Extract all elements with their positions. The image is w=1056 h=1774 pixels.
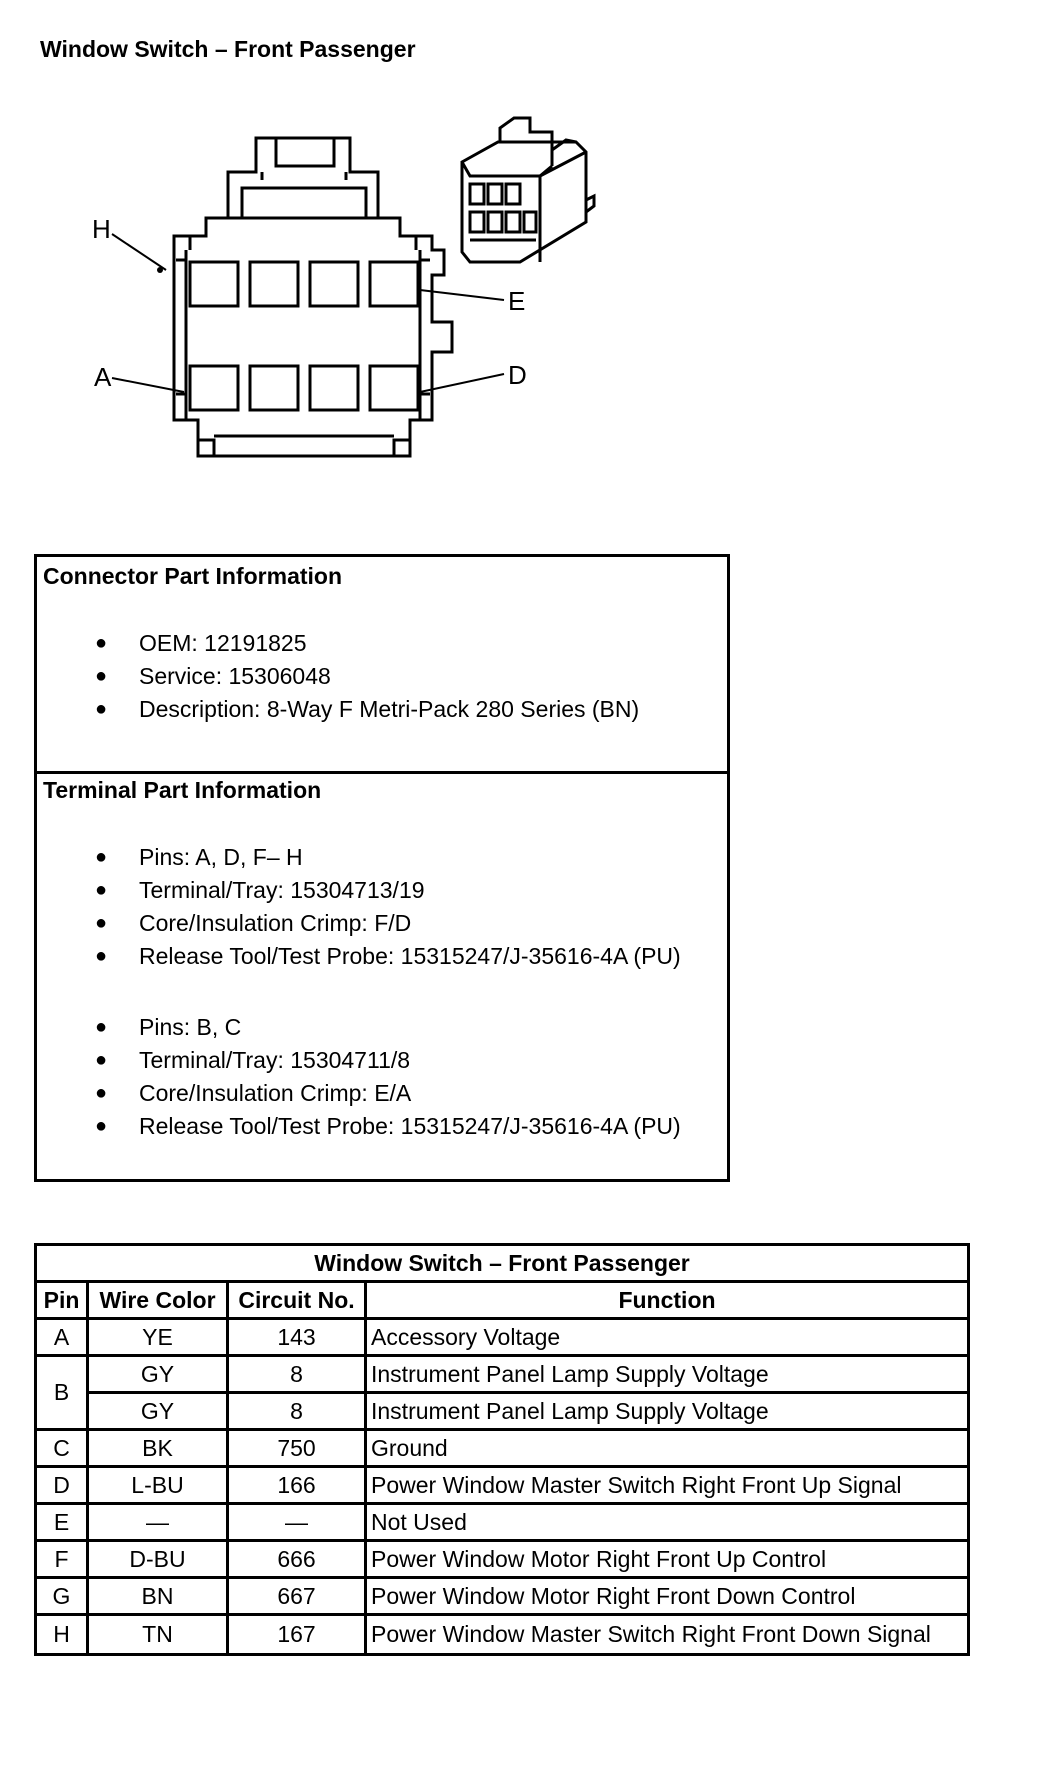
list-item: ● Terminal/Tray: 15304713/19: [95, 877, 425, 903]
callout-d: D: [508, 360, 527, 390]
cavity-a: [190, 366, 238, 410]
terminal-info-list-1: [37, 841, 681, 973]
callout-e: E: [508, 286, 526, 316]
cavity-e: [370, 262, 418, 306]
header-circuit-no: Circuit No.: [229, 1283, 367, 1320]
callout-line-h: [112, 234, 166, 270]
list-item: ● Service: 15306048: [95, 663, 331, 689]
table-row: C BK 750 Ground: [37, 1431, 967, 1468]
table-row: F D-BU 666 Power Window Motor Right Front Up Control: [37, 1542, 967, 1579]
list-item: ● Release Tool/Test Probe: 15315247/J-35616-4A (PU): [95, 1113, 681, 1139]
table-row: A YE 143 Accessory Voltage: [37, 1320, 967, 1357]
callout-h: H: [92, 214, 111, 244]
cavity-h: [190, 262, 238, 306]
page-title: Window Switch – Front Passenger: [40, 36, 416, 62]
list-item: ● Terminal/Tray: 15304711/8: [95, 1047, 411, 1073]
pinout-table: [34, 1243, 970, 1656]
table-title: Window Switch – Front Passenger: [37, 1246, 967, 1283]
table-row: B GY 8 Instrument Panel Lamp Supply Voltage: [37, 1357, 967, 1394]
connector-3d-sketch: [462, 118, 594, 262]
cavity-g: [250, 262, 298, 306]
table-row: GY 8 Instrument Panel Lamp Supply Voltage: [37, 1394, 967, 1431]
callout-a: A: [94, 362, 112, 392]
list-item: ● Core/Insulation Crimp: F/D: [95, 910, 412, 936]
cavity-f: [310, 262, 358, 306]
cavity-c: [310, 366, 358, 410]
connector-info-list: [37, 627, 639, 726]
list-item: ● Pins: A, D, F– H: [95, 844, 303, 870]
header-pin: Pin: [37, 1283, 89, 1320]
terminal-info-heading: Terminal Part Information: [43, 777, 322, 803]
list-item: ● Pins: B, C: [95, 1014, 242, 1040]
list-item: ● OEM: 12191825: [95, 630, 307, 656]
table-row: G BN 667 Power Window Motor Right Front Down Control: [37, 1579, 967, 1616]
connector-part-info: [37, 557, 727, 774]
table-row: E — — Not Used: [37, 1505, 967, 1542]
terminal-part-info: [37, 771, 727, 1179]
cavity-d: [370, 366, 418, 410]
part-info-box: [34, 554, 730, 1182]
cavity-b: [250, 366, 298, 410]
connector-info-heading: Connector Part Information: [43, 563, 343, 589]
table-row: H TN 167 Power Window Master Switch Right Front Down Signal: [37, 1616, 967, 1653]
header-wire-color: Wire Color: [89, 1283, 229, 1320]
table-row: D L-BU 166 Power Window Master Switch Right Front Up Signal: [37, 1468, 967, 1505]
connector-latch: [228, 138, 378, 218]
connector-diagram: [0, 0, 1056, 520]
list-item: ● Release Tool/Test Probe: 15315247/J-35616-4A (PU): [95, 943, 681, 969]
list-item: ● Core/Insulation Crimp: E/A: [95, 1080, 412, 1106]
list-item: ● Description: 8-Way F Metri-Pack 280 Series (BN): [95, 696, 640, 722]
terminal-info-list-2: [37, 1011, 681, 1143]
header-function: Function: [367, 1283, 967, 1320]
